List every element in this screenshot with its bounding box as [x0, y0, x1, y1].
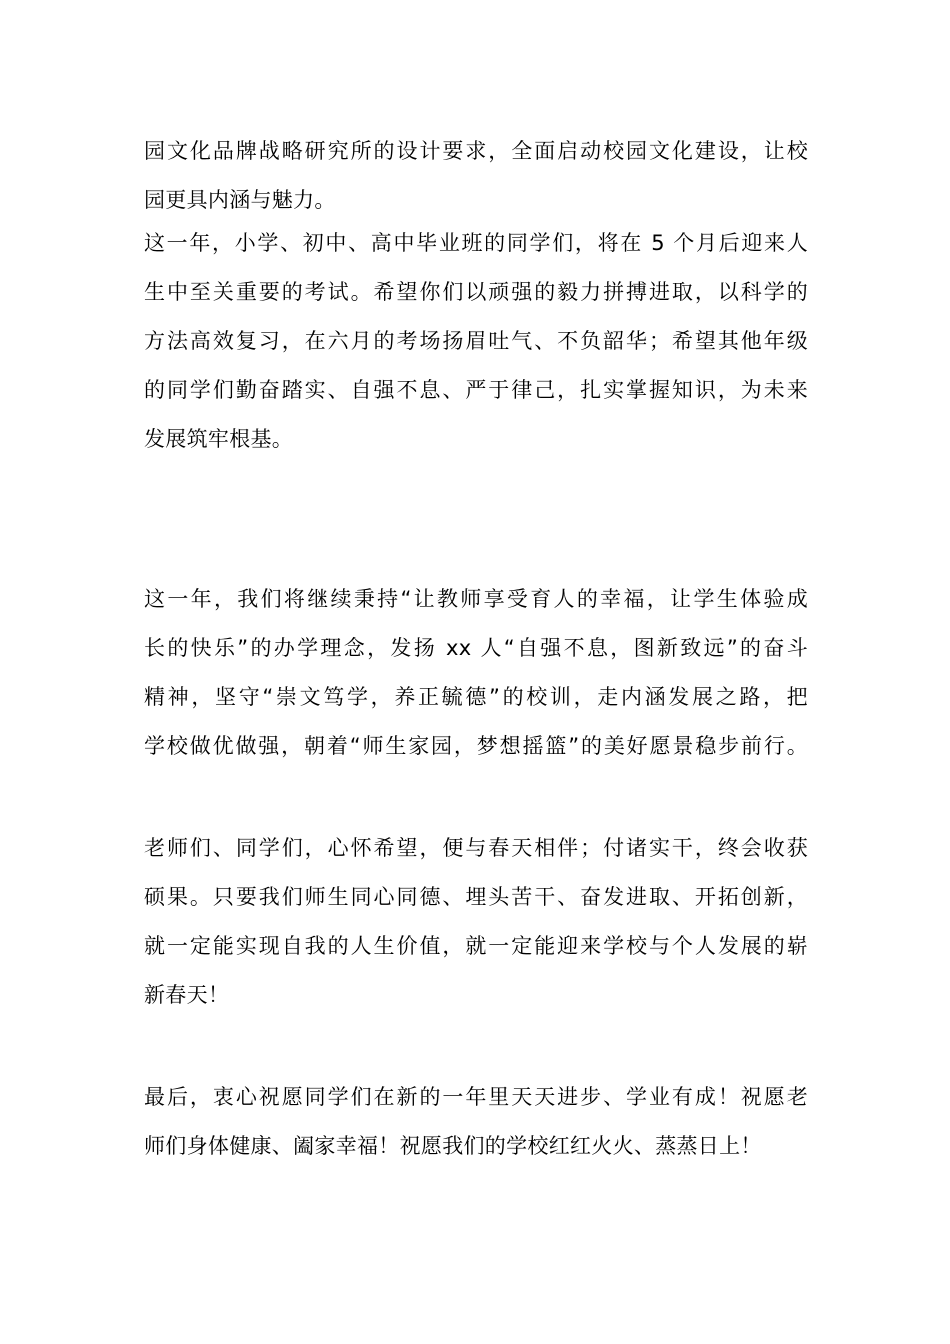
paragraph-campus-culture — [144, 127, 808, 225]
text-line: 最后，衷心祝愿同学们在新的一年里天天进步、学业有成！祝愿老 — [144, 1085, 808, 1109]
text-line: 园更具内涵与魅力。 — [144, 188, 336, 212]
text-line: 学校做优做强，朝着“师生家园，梦想摇篮”的美好愿景稳步前行。 — [144, 734, 808, 758]
paragraph-school-philosophy — [144, 575, 808, 771]
text-line: 这一年，我们将继续秉持“让教师享受育人的幸福，让学生体验成 — [144, 587, 808, 611]
text-line: 师们身体健康、阖家幸福！祝愿我们的学校红红火火、蒸蒸日上！ — [144, 1134, 762, 1158]
text-line: 方法高效复习，在六月的考场扬眉吐气、不负韶华；希望其他年级 — [144, 329, 808, 353]
paragraph-hope-and-effort — [144, 824, 808, 1020]
paragraph-closing-wishes — [144, 1073, 808, 1171]
text-line: 精神，坚守“崇文笃学，养正毓德”的校训，走内涵发展之路，把 — [144, 685, 808, 709]
text-line: 园文化品牌战略研究所的设计要求，全面启动校园文化建设，让校 — [144, 139, 808, 163]
text-line: 新春天！ — [144, 983, 230, 1007]
text-line: 生中至关重要的考试。希望你们以顽强的毅力拼搏进取，以科学的 — [144, 280, 808, 304]
text-line: 硕果。只要我们师生同心同德、埋头苦干、奋发进取、开拓创新， — [144, 885, 808, 909]
paragraph-graduating-students — [144, 219, 808, 464]
text-line: 长的快乐”的办学理念，发扬 xx 人“自强不息，图新致远”的奋斗 — [144, 636, 808, 660]
text-line: 发展筑牢根基。 — [144, 427, 294, 451]
text-line: 就一定能实现自我的人生价值，就一定能迎来学校与个人发展的崭 — [144, 934, 808, 958]
text-line: 这一年，小学、初中、高中毕业班的同学们，将在 5 个月后迎来人 — [144, 231, 808, 255]
text-line: 老师们、同学们，心怀希望，便与春天相伴；付诸实干，终会收获 — [144, 836, 808, 860]
text-line: 的同学们勤奋踏实、自强不息、严于律己，扎实掌握知识，为未来 — [144, 378, 808, 402]
